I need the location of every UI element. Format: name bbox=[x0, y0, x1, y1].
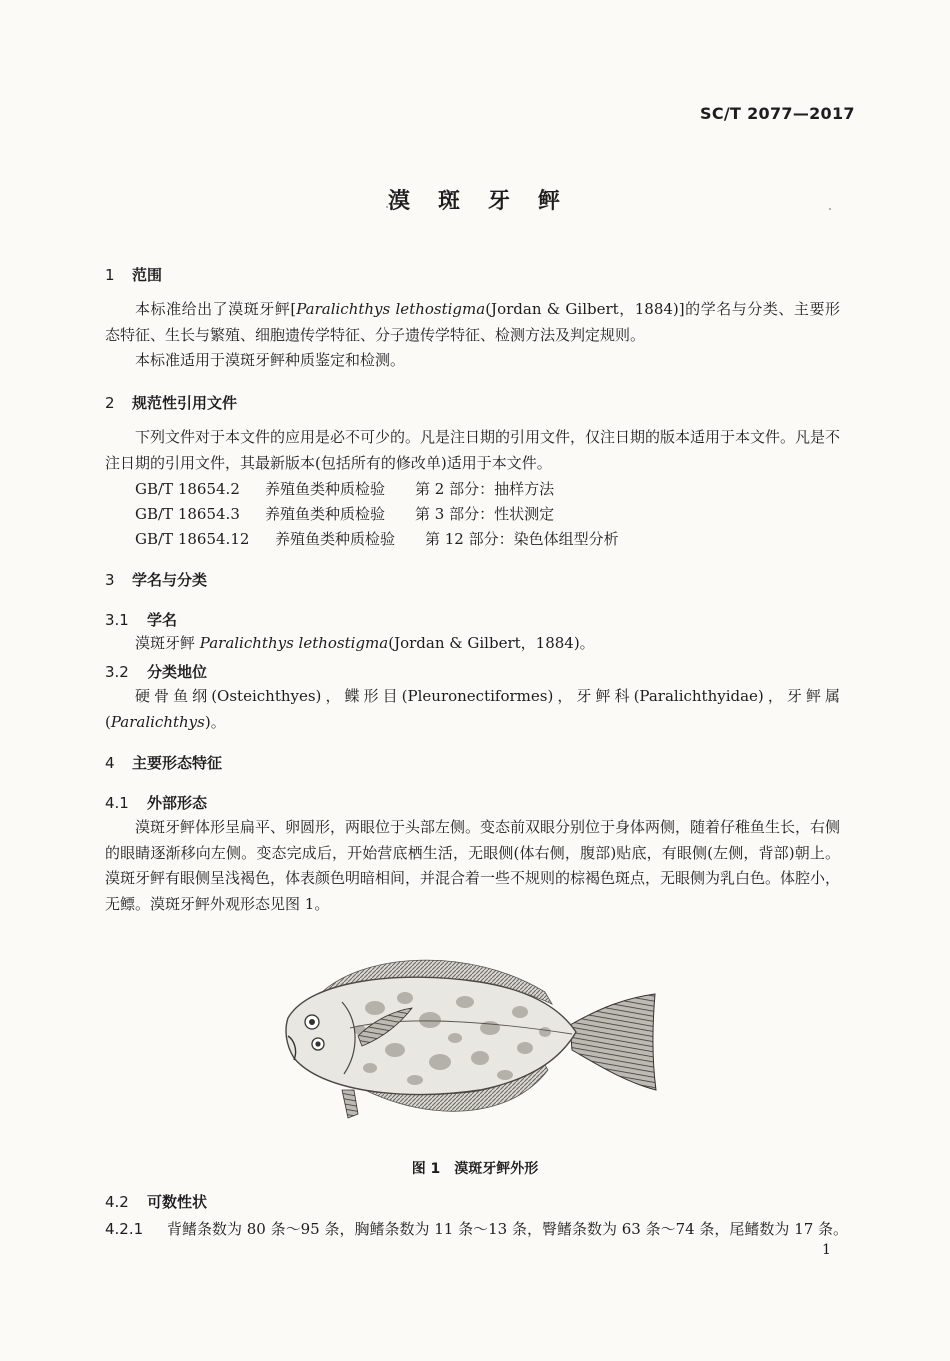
morphology-paragraph: 漠斑牙鲆体形呈扁平、卵圆形，两眼位于头部左侧。变态前双眼分别位于身体两侧，随着仔稚鱼生长，右侧的眼睛逐渐移向左侧。变态完成后，开始营底栖生活，无眼侧(体右侧，腹部)贴底，有眼侧(左侧，背部)朝上。漠斑牙鲆有眼侧呈浅褐色，体表颜色明暗相间，并混合着一些不规则的棕褐色斑点，无眼侧为乳白色。体腔小，无鳔。漠斑牙鲆外观形态见图 1。 bbox=[105, 818, 841, 913]
pelvic-fin bbox=[342, 1090, 358, 1118]
countable-traits-text: 4.2.1 背鳍条数为 80 条～95 条，胸鳍条数为 11 条～13 条，臀鳍条数为 63 条～74 条，尾鳍数为 17 条。 bbox=[105, 1220, 849, 1238]
classification-text: 硬骨鱼纲(Osteichthyes)，鲽形目(Pleuronectiformes)，牙鲆科(Paralichthyidae)，牙鲆属(Paralichthys)。 bbox=[105, 687, 840, 731]
references-paragraph: 下列文件对于本文件的应用是必不可少的。凡是注日期的引用文件，仅注日期的版本适用于本文件。凡是不注日期的引用文件，其最新版本(包括所有的修改单)适用于本文件。 bbox=[105, 428, 841, 472]
reference-item: GB/T 18654.3 养殖鱼类种质检验 第 3 部分：性状测定 bbox=[135, 505, 555, 523]
title-char-3: 牙 bbox=[488, 189, 513, 214]
reference-item: GB/T 18654.2 养殖鱼类种质检验 第 2 部分：抽样方法 bbox=[135, 480, 555, 498]
heading-1: 1 范围 bbox=[105, 266, 163, 284]
pupil-icon bbox=[309, 1019, 315, 1025]
pupil-icon bbox=[315, 1041, 320, 1046]
heading-3: 3 学名与分类 bbox=[105, 571, 208, 589]
figure-caption: 图 1 漠斑牙鲆外形 bbox=[411, 1161, 539, 1177]
title-char-4: 鲆 bbox=[538, 189, 563, 214]
title-char-2: 斑 bbox=[437, 189, 462, 214]
heading-3-2: 3.2 分类地位 bbox=[105, 663, 208, 681]
heading-3-1: 3.1 学名 bbox=[105, 611, 178, 629]
document-title bbox=[0, 184, 950, 215]
scope-paragraph-2: 本标准适用于漠斑牙鲆种质鉴定和检测。 bbox=[135, 351, 406, 369]
scan-speck bbox=[386, 206, 388, 208]
heading-4-2: 4.2 可数性状 bbox=[105, 1193, 208, 1211]
heading-4: 4 主要形态特征 bbox=[105, 754, 223, 772]
page-number: 1 bbox=[822, 1242, 831, 1258]
heading-4-1: 4.1 外部形态 bbox=[105, 794, 208, 812]
scope-paragraph-1: 本标准给出了漠斑牙鲆[Paralichthys lethostigma(Jordan & Gilbert，1884)]的学名与分类、主要形态特征、生长与繁殖、细胞遗传学特征、分子遗传学特征、检测方法及判定规则。 bbox=[105, 300, 840, 344]
scientific-name-text: 漠斑牙鲆 Paralichthys lethostigma(Jordan & Gilbert，1884)。 bbox=[135, 634, 595, 652]
standard-code: SC/T 2077—2017 bbox=[700, 104, 855, 123]
scan-speck bbox=[829, 208, 831, 210]
heading-2: 2 规范性引用文件 bbox=[105, 394, 238, 412]
title-char-1: 漠 bbox=[387, 189, 412, 214]
reference-item: GB/T 18654.12 养殖鱼类种质检验 第 12 部分：染色体组型分析 bbox=[135, 530, 619, 548]
tail-fin bbox=[570, 994, 656, 1090]
flounder-illustration bbox=[280, 950, 660, 1125]
